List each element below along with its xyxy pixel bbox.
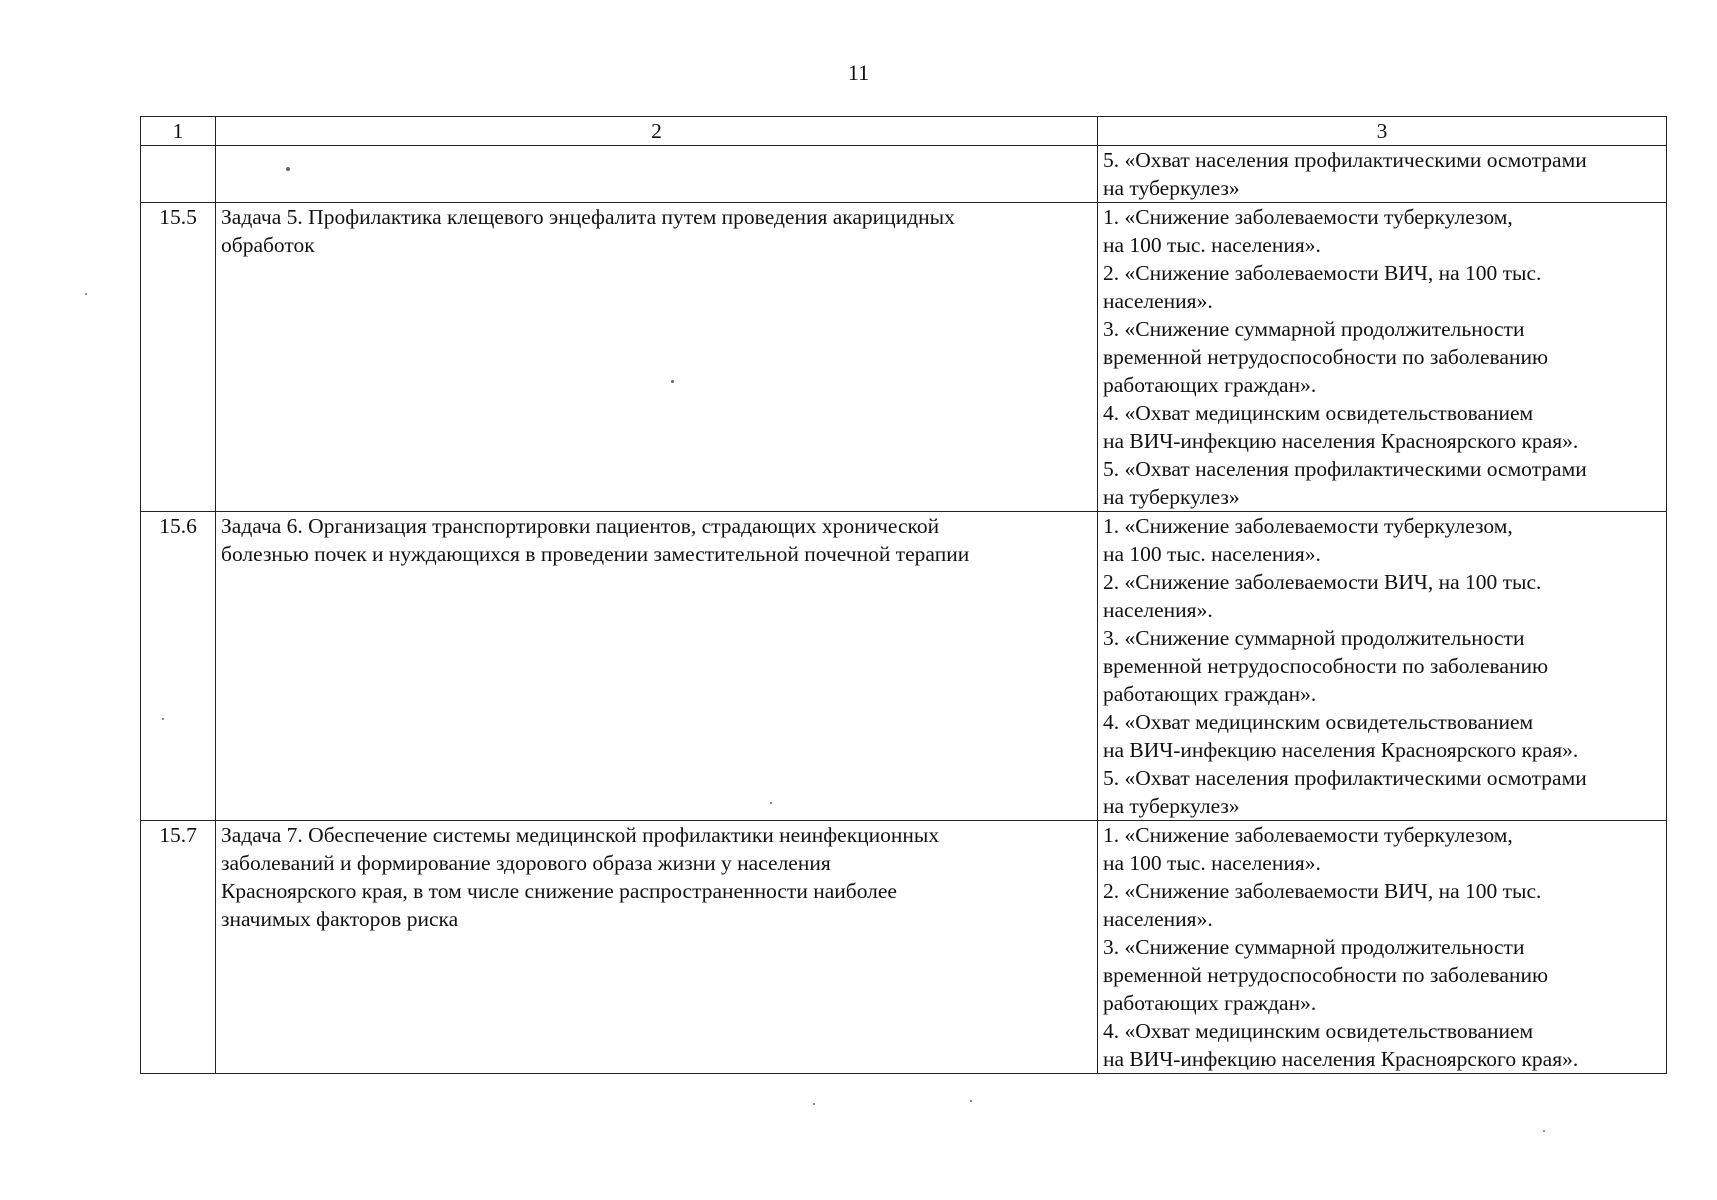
indicator-text-line: 4. «Охват медицинским освидетельствованием	[1103, 1019, 1534, 1043]
indicator-text-line: 3. «Снижение суммарной продолжительности	[1103, 626, 1525, 650]
indicator-text-line: 3. «Снижение суммарной продолжительности	[1103, 317, 1525, 341]
column-header-number: 1	[141, 117, 216, 146]
indicator-text-line: на ВИЧ-инфекцию населения Красноярского края».	[1103, 429, 1579, 453]
task-text-line: Красноярского края, в том числе снижение распространенности наиболее	[221, 879, 897, 903]
indicator-text-line: на 100 тыс. населения».	[1103, 542, 1321, 566]
column-header-indicators: 3	[1098, 117, 1667, 146]
indicator-text-line: временной нетрудоспособности по заболеванию	[1103, 963, 1549, 987]
indicator-text-line: населения».	[1103, 289, 1213, 313]
indicator-text-line: 5. «Охват населения профилактическими осмотрами	[1103, 457, 1587, 481]
table-header-row	[141, 117, 1667, 146]
indicator-text-line: 2. «Снижение заболеваемости ВИЧ, на 100 тыс.	[1103, 570, 1542, 594]
indicator-text-line: 5. «Охват населения профилактическими осмотрами	[1103, 148, 1587, 172]
scan-speck	[770, 802, 772, 804]
indicators-cell	[1098, 821, 1667, 1074]
table-row	[141, 203, 1667, 512]
task-cell	[216, 203, 1098, 512]
task-text-line: заболеваний и формирование здорового образа жизни у населения	[221, 851, 831, 875]
task-text-line: болезнью почек и нуждающихся в проведении заместительной почечной терапии	[221, 542, 970, 566]
indicator-text-line: на 100 тыс. населения».	[1103, 233, 1321, 257]
scan-speck	[286, 167, 290, 171]
indicator-text-line: 1. «Снижение заболеваемости туберкулезом,	[1103, 205, 1513, 229]
table-row	[141, 821, 1667, 1074]
indicator-text-line: на ВИЧ-инфекцию населения Красноярского края».	[1103, 1047, 1579, 1071]
task-cell	[216, 146, 1098, 203]
scan-speck	[1543, 1130, 1545, 1132]
indicator-text-line: 4. «Охват медицинским освидетельствованием	[1103, 401, 1534, 425]
indicator-text-line: на туберкулез»	[1103, 485, 1240, 509]
indicator-text-line: 2. «Снижение заболеваемости ВИЧ, на 100 тыс.	[1103, 879, 1542, 903]
indicator-text-line: работающих граждан».	[1103, 682, 1317, 706]
task-cell	[216, 512, 1098, 821]
row-number: 15.6	[141, 512, 216, 821]
task-text-line: значимых факторов риска	[221, 907, 459, 931]
task-cell	[216, 821, 1098, 1074]
indicator-text-line: 1. «Снижение заболеваемости туберкулезом,	[1103, 514, 1513, 538]
indicator-text-line: населения».	[1103, 907, 1213, 931]
column-header-task: 2	[216, 117, 1098, 146]
indicator-text-line: на туберкулез»	[1103, 794, 1240, 818]
task-text-line: Задача 6. Организация транспортировки пациентов, страдающих хронической	[221, 514, 940, 538]
scan-speck	[813, 1103, 815, 1105]
indicator-text-line: на туберкулез»	[1103, 176, 1240, 200]
table-row	[141, 512, 1667, 821]
indicator-text-line: работающих граждан».	[1103, 991, 1317, 1015]
indicators-cell	[1098, 146, 1667, 203]
scan-speck	[162, 718, 164, 720]
task-text-line: обработок	[221, 233, 315, 257]
scan-speck	[85, 293, 87, 295]
indicator-text-line: временной нетрудоспособности по заболеванию	[1103, 654, 1549, 678]
indicator-text-line: 2. «Снижение заболеваемости ВИЧ, на 100 тыс.	[1103, 261, 1542, 285]
indicators-cell	[1098, 203, 1667, 512]
indicator-text-line: временной нетрудоспособности по заболеванию	[1103, 345, 1549, 369]
indicator-text-line: работающих граждан».	[1103, 373, 1317, 397]
table-row	[141, 146, 1667, 203]
indicator-text-line: 1. «Снижение заболеваемости туберкулезом,	[1103, 823, 1513, 847]
task-text-line: Задача 7. Обеспечение системы медицинской профилактики неинфекционных	[221, 823, 940, 847]
row-number: 15.5	[141, 203, 216, 512]
indicator-text-line: на ВИЧ-инфекцию населения Красноярского края».	[1103, 738, 1579, 762]
indicator-text-line: 3. «Снижение суммарной продолжительности	[1103, 935, 1525, 959]
row-number: 15.7	[141, 821, 216, 1074]
table-body	[141, 146, 1667, 1074]
row-number	[141, 146, 216, 203]
indicator-text-line: на 100 тыс. населения».	[1103, 851, 1321, 875]
task-text-line: Задача 5. Профилактика клещевого энцефалита путем проведения акарицидных	[221, 205, 955, 229]
indicator-text-line: населения».	[1103, 598, 1213, 622]
page-number: 11	[847, 60, 870, 85]
indicators-table	[140, 116, 1667, 1074]
indicators-cell	[1098, 512, 1667, 821]
indicator-text-line: 5. «Охват населения профилактическими осмотрами	[1103, 766, 1587, 790]
indicator-text-line: 4. «Охват медицинским освидетельствованием	[1103, 710, 1534, 734]
scan-speck	[970, 1100, 972, 1102]
scan-speck	[671, 380, 674, 383]
